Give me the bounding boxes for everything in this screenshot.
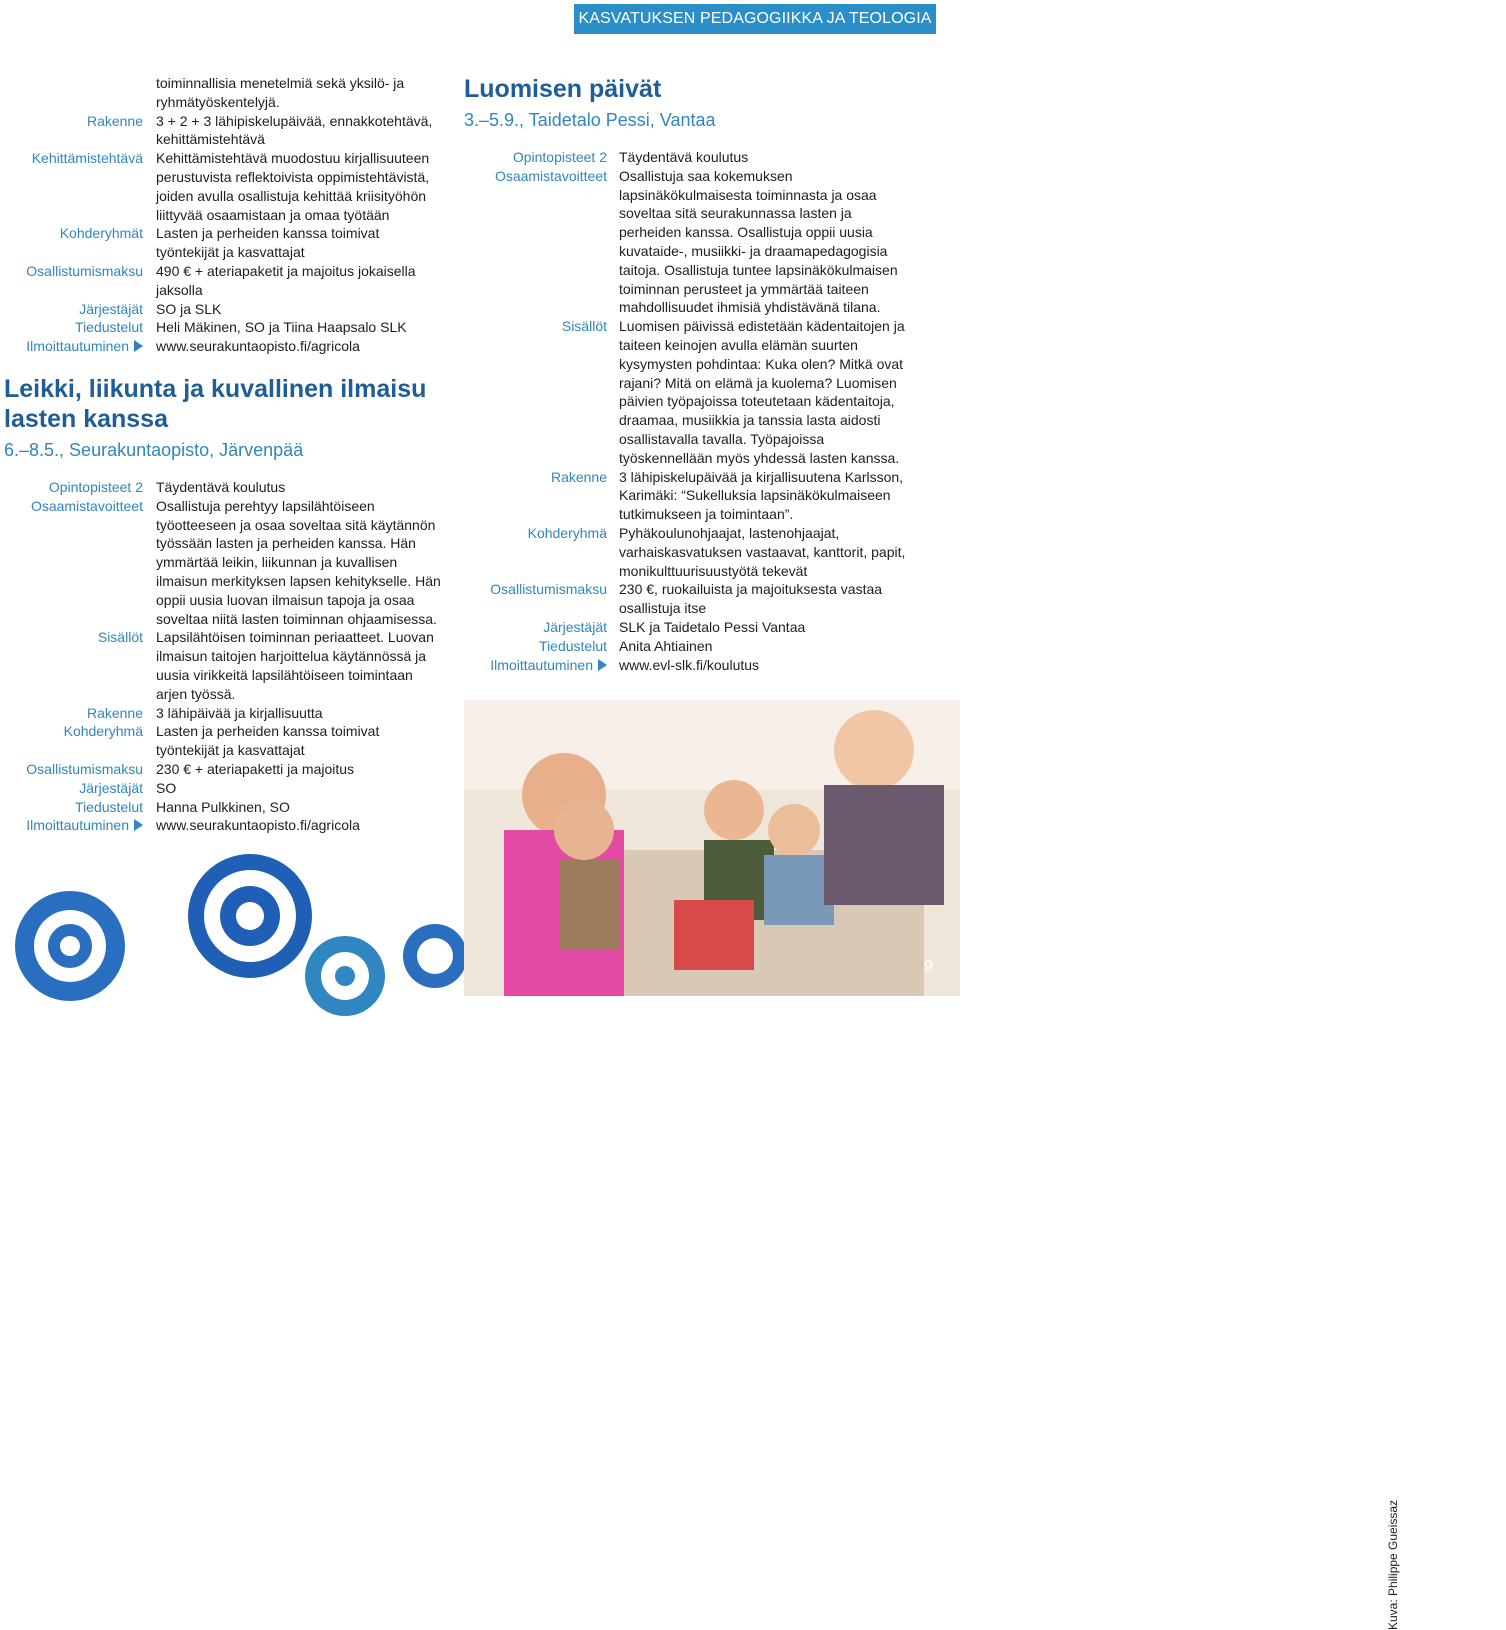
row-label: Rakenne [86, 704, 143, 721]
detail-row [0, 112, 450, 150]
left-column [0, 74, 450, 835]
row-label: Opintopisteet 2 [512, 149, 607, 165]
row-label: Opintopisteet 2 [48, 478, 143, 495]
detail-row [464, 148, 960, 167]
detail-row [464, 637, 960, 656]
detail-row [464, 580, 960, 618]
registration-row [464, 656, 960, 675]
row-value: Anita Ahtiainen [619, 637, 713, 654]
detail-row [0, 478, 450, 497]
detail-row [0, 722, 450, 760]
row-label: Osaamistavoitteet [494, 167, 607, 184]
row-label [0, 74, 156, 112]
course-title: Luomisen päivät [464, 75, 662, 103]
row-value: Luomisen päivissä edistetään kädentaitojen ja taiteen keinojen avulla elämän suurten kysymysten pohdintaa: Kuka olen? Mitkä ovat rajani? Mitä on elämä ja kuolema? Luomisen päivien työpajoissa toteutetaan kädentaitoja, draamaa, musiikkia ja tanssia lasta aidosti osallistavalla tavalla. Työpajoissa työskennellään myös yhdessä lasten kanssa. [619, 318, 905, 466]
row-value: Täydentävä koulutus [619, 149, 749, 165]
registration-link[interactable]: www.evl-slk.fi/koulutus [619, 656, 760, 673]
registration-label: Ilmoittautuminen [26, 338, 129, 355]
section-header: KASVATUKSEN PEDAGOGIIKKA JA TEOLOGIA [574, 4, 936, 34]
row-value: Kehittämistehtävä muodostuu kirjallisuuteen perustuvista reflektoivista oppimistehtävistä, joiden avulla osallistuja kehittää kriisityöhön liittyvää osaamistaan ja omaa työtään [156, 150, 430, 223]
detail-row [0, 300, 450, 319]
row-label: Osallistumismaksu [26, 262, 143, 279]
row-label: Kohderyhmä [527, 524, 607, 541]
detail-row [0, 149, 450, 224]
course-details [0, 478, 450, 835]
detail-row [0, 779, 450, 798]
row-value: Hanna Pulkkinen, SO [156, 798, 290, 815]
row-label: Tiedustelut [75, 798, 143, 815]
row-label: Järjestäjät [79, 779, 143, 796]
arrow-right-icon [598, 659, 607, 671]
row-value: 490 € + ateriapaketit ja majoitus jokaisella jaksolla [156, 262, 416, 298]
row-label [0, 816, 156, 835]
row-label: Järjestäjät [79, 300, 143, 317]
row-value: Lasten ja perheiden kanssa toimivat työntekijät ja kasvattajat [156, 723, 380, 759]
registration-link[interactable]: www.seurakuntaopisto.fi/agricola [156, 817, 360, 834]
row-value: 230 €, ruokailuista ja majoituksesta vastaa osallistuja itse [619, 581, 883, 617]
row-value: SO ja SLK [156, 300, 222, 317]
row-value: toiminnallisia menetelmiä sekä yksilö- ja ryhmätyöskentelyjä. [156, 75, 405, 110]
detail-row [464, 524, 960, 580]
top-course-details [0, 74, 450, 356]
detail-row [464, 317, 960, 467]
detail-row [0, 74, 450, 112]
row-value: 3 + 2 + 3 lähipiskelupäivää, ennakkotehtävä, kehittämistehtävä [156, 112, 433, 148]
row-value: 3 lähipiskelupäivää ja kirjallisuutena Karlsson, Karimäki: “Sukelluksia lapsinäkökulmaiseen tutkimukseen ja toimintaan”. [619, 468, 904, 523]
row-label: Rakenne [86, 112, 143, 129]
row-label: Osallistumismaksu [26, 760, 143, 777]
right-column [464, 74, 960, 674]
row-label [0, 337, 156, 356]
registration-label: Ilmoittautuminen [26, 817, 129, 834]
row-value: Heli Mäkinen, SO ja Tiina Haapsalo SLK [156, 319, 407, 336]
row-value: 230 € + ateriapaketti ja majoitus [156, 760, 355, 777]
detail-row [464, 618, 960, 637]
row-label: Kohderyhmä [63, 723, 143, 740]
children-crafting-photo [464, 700, 1400, 1630]
course-date-place: 3.–5.9., Taidetalo Pessi, Vantaa [464, 110, 716, 130]
row-label: Tiedustelut [75, 319, 143, 336]
row-value: Osallistuja saa kokemuksen lapsinäkökulmaisesta toiminnasta ja osaa soveltaa sitä seurakunnassa lasten ja perheiden kanssa. Osallistuja oppii uusia kuvataide-, musiikki- ja draamapedagogisia taitoja. Osallistuja tuntee lapsinäkökulmaisen toiminnan perusteet ja ymmärtää taiteen mahdollisuudet ihmisiä yhdistävänä tilana. [619, 167, 898, 316]
row-value: Lapsilähtöisen toiminnan periaatteet. Luovan ilmaisun taitojen harjoittelua käytännössä ja uusia virikkeitä lapsilähtöiseen toimintaan arjen työssä. [156, 629, 434, 702]
flower-decoration [403, 924, 467, 988]
registration-label: Ilmoittautuminen [490, 656, 593, 673]
row-label: Osaamistavoitteet [30, 497, 143, 514]
photo-credit: Kuva: Philippe Gueissaz [1386, 1499, 1400, 1630]
course-date-place: 6.–8.5., Seurakuntaopisto, Järvenpää [4, 439, 304, 460]
arrow-right-icon [134, 819, 143, 831]
row-label: Osallistumismaksu [490, 581, 607, 598]
row-label: Rakenne [550, 468, 607, 485]
detail-row [0, 760, 450, 779]
detail-row [0, 224, 450, 262]
row-label: Sisällöt [97, 629, 143, 646]
registration-row [0, 337, 450, 356]
registration-link[interactable]: www.seurakuntaopisto.fi/agricola [156, 338, 360, 355]
photo-illustration [464, 700, 960, 996]
row-label: Järjestäjät [543, 618, 607, 635]
registration-row [0, 816, 450, 835]
row-value: Osallistuja perehtyy lapsilähtöiseen työotteeseen ja osaa soveltaa sitä käytännön työssään lasten ja perheiden kanssa. Hän ymmärtää leikin, liikunnan ja kuvallisen ilmaisun merkityksen lapsen kehitykselle. Hän oppii uusia luovan ilmaisun tapoja ja osaa soveltaa niitä lasten toiminnan ohjaamisessa. [156, 497, 441, 627]
row-label: Kohderyhmät [59, 225, 143, 242]
detail-row [464, 468, 960, 524]
page-number: 9 [924, 958, 933, 975]
row-label: Kehittämistehtävä [31, 150, 143, 167]
detail-row [0, 318, 450, 337]
course-details [464, 148, 960, 674]
detail-row [0, 262, 450, 300]
detail-row [0, 497, 450, 629]
row-value: SO [156, 779, 177, 796]
detail-row [0, 628, 450, 703]
row-label [464, 656, 619, 675]
detail-row [0, 704, 450, 723]
row-value: Täydentävä koulutus [156, 478, 286, 495]
flower-decoration [305, 936, 385, 1016]
row-label: Tiedustelut [539, 637, 607, 654]
row-value: Lasten ja perheiden kanssa toimivat työntekijät ja kasvattajat [156, 225, 380, 261]
detail-row [464, 167, 960, 317]
row-value: 3 lähipäivää ja kirjallisuutta [156, 704, 323, 721]
paper-flowers-illustration [0, 846, 470, 996]
row-label: Sisällöt [561, 318, 607, 335]
flower-decoration [15, 891, 125, 1001]
flower-decoration [188, 854, 312, 978]
arrow-right-icon [134, 340, 143, 352]
course-title: Leikki, liikunta ja kuvallinen ilmaisu lasten kanssa [4, 374, 427, 433]
row-value: Pyhäkoulunohjaajat, lastenohjaajat, varhaiskasvatuksen vastaavat, kanttorit, papit, monikulttuurisuustyötä tekevät [619, 524, 906, 579]
row-value: SLK ja Taidetalo Pessi Vantaa [619, 618, 806, 635]
detail-row [0, 798, 450, 817]
